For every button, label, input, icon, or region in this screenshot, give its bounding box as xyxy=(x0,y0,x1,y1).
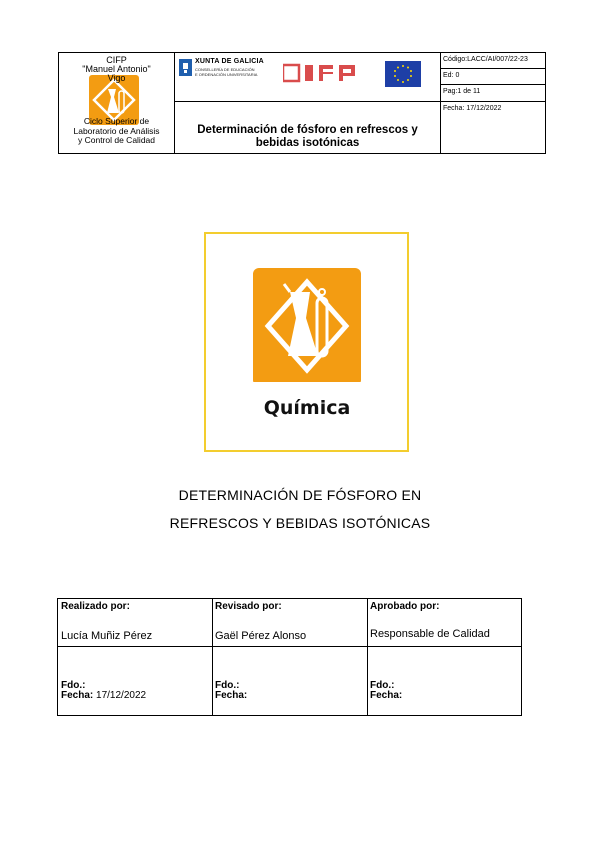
realizado-fecha: Fecha: 17/12/2022 xyxy=(61,690,147,701)
document-title: Determinación de fósforo en refrescos y bebidas isotónicas xyxy=(197,124,418,149)
eu-flag-icon xyxy=(385,61,421,87)
signatures-table xyxy=(57,598,522,716)
aprobado-header: Aprobado por: xyxy=(370,601,440,612)
main-title-line2: REFRESCOS Y BEBIDAS ISOTÓNICAS xyxy=(169,515,431,531)
document-date: Fecha: 17/12/2022 xyxy=(443,105,502,112)
chemistry-icon xyxy=(206,234,407,450)
document-page: Pag:1 de 11 xyxy=(443,88,481,95)
document-edition: Ed: 0 xyxy=(443,72,460,79)
revisado-fecha: Fecha: xyxy=(215,690,248,701)
aprobado-fdo: Fdo.: xyxy=(370,680,395,691)
document-header xyxy=(58,52,546,154)
school-block xyxy=(59,53,174,153)
realizado-fdo: Fdo.: xyxy=(61,680,86,691)
chemistry-image-frame xyxy=(204,232,409,452)
cifp-logo xyxy=(283,61,363,92)
revisado-name: Gaël Pérez Alonso xyxy=(215,630,307,642)
school-name: CIFP "Manuel Antonio" Vigo xyxy=(82,55,151,83)
revisado-fdo: Fdo.: xyxy=(215,680,240,691)
revisado-header: Revisado por: xyxy=(215,601,282,612)
cycle-name: Ciclo Superior de Laboratorio de Análisis y Control de Calidad xyxy=(73,116,160,145)
realizado-name: Lucía Muñiz Pérez xyxy=(61,630,153,642)
document-code: Código:LACC/AI/007/22-23 xyxy=(443,56,528,63)
realizado-header: Realizado por: xyxy=(61,601,130,612)
aprobado-name: Responsable de Calidad xyxy=(370,628,490,640)
aprobado-fecha: Fecha: xyxy=(370,690,403,701)
xunta-flag-icon xyxy=(179,59,192,76)
xunta-title: XUNTA DE GALICIA xyxy=(195,58,264,65)
institution-logos xyxy=(175,53,440,101)
main-title-line1: DETERMINACIÓN DE FÓSFORO EN xyxy=(178,487,422,503)
xunta-subtitle: CONSELLERÍA DE EDUCACIÓN E ORDENACIÓN UNIVERSITARIA xyxy=(195,67,258,77)
chemistry-label: Química xyxy=(263,397,351,419)
